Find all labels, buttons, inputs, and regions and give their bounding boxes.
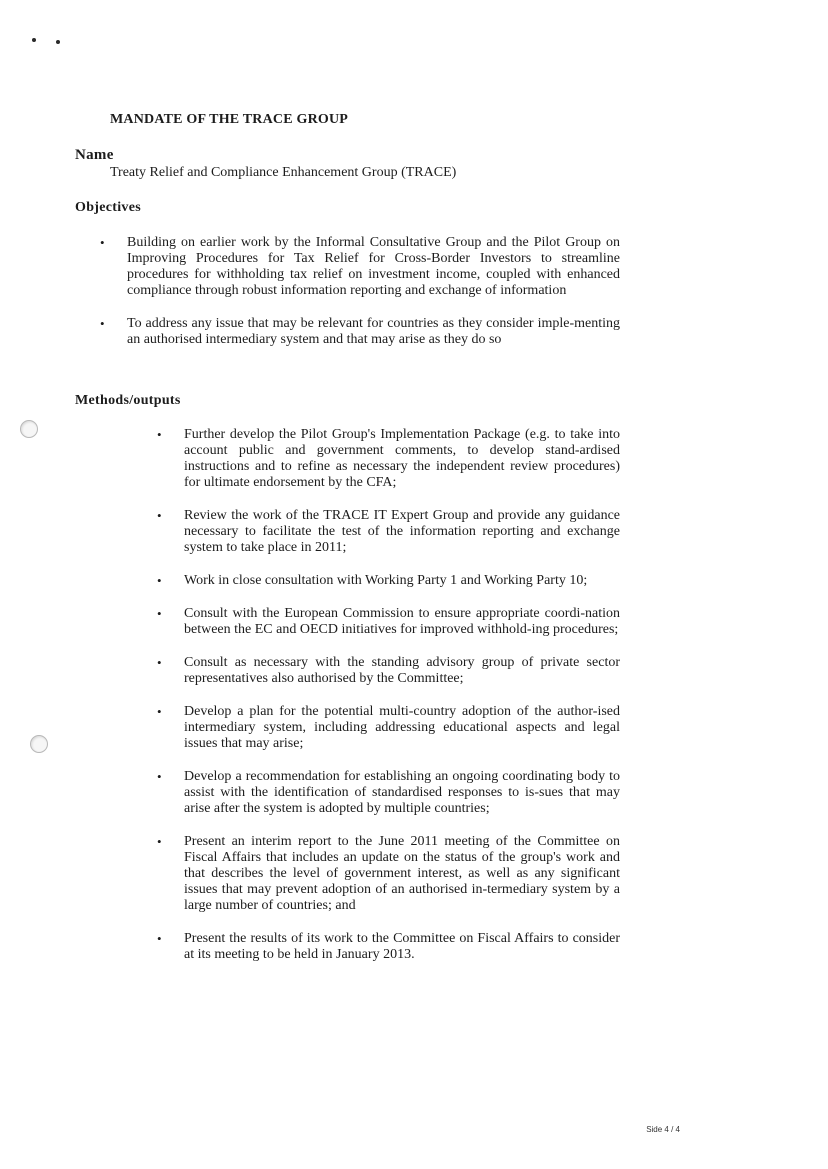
list-item-text: Review the work of the TRACE IT Expert Group and provide any guidance necessary to facilitate the test of the information reporting and exchange system to take place in 2011; <box>184 508 620 555</box>
list-item <box>100 316 620 348</box>
list-item-text: Present the results of its work to the Committee on Fiscal Affairs to consider at its meeting to be held in January 2013. <box>184 931 620 962</box>
bullet-icon: • <box>157 655 162 670</box>
list-item <box>157 606 620 638</box>
bullet-icon: • <box>157 427 162 442</box>
list-item <box>157 508 620 556</box>
bullet-icon: • <box>157 573 162 588</box>
bullet-icon: • <box>157 931 162 946</box>
bullet-icon: • <box>157 834 162 849</box>
list-item-text: Work in close consultation with Working Party 1 and Working Party 10; <box>184 573 588 588</box>
bullet-icon: • <box>157 508 162 523</box>
list-item <box>157 704 620 752</box>
list-item <box>157 655 620 687</box>
list-item-text: Consult with the European Commission to ensure appropriate coordi-nation between the EC and OECD initiatives for improved withhold-ing procedures; <box>184 606 620 637</box>
list-item <box>157 769 620 817</box>
group-name: Treaty Relief and Compliance Enhancement Group (TRACE) <box>110 165 457 180</box>
list-item-text: Building on earlier work by the Informal Consultative Group and the Pilot Group on Improving Procedures for Tax Relief for Cross-Border Investors to streamline procedures for withholding tax relief on investment income, coupled with enhanced compliance through robust information reporting and exchange of information <box>127 235 620 298</box>
list-item <box>157 573 620 589</box>
list-item <box>157 931 620 963</box>
bullet-icon: • <box>100 316 105 331</box>
list-item-text: Consult as necessary with the standing advisory group of private sector representatives also authorised by the Committee; <box>184 655 620 686</box>
bullet-icon: • <box>157 606 162 621</box>
objectives-list <box>100 235 620 365</box>
section-heading-methods: Methods/outputs <box>75 393 181 408</box>
methods-list <box>157 427 620 980</box>
list-item <box>157 834 620 914</box>
list-item <box>100 235 620 299</box>
list-item-text: To address any issue that may be relevant for countries as they consider imple-menting an authorised intermediary system and that may arise as they do so <box>127 316 620 347</box>
list-item-text: Present an interim report to the June 2011 meeting of the Committee on Fiscal Affairs that includes an update on the status of the group's work and that describes the level of government interest, as well as any significant issues that may prevent adoption of an authorised in-termediary system by a large number of countries; and <box>184 834 620 913</box>
section-heading-name: Name <box>75 147 114 163</box>
punch-hole-icon <box>20 420 38 438</box>
list-item <box>157 427 620 491</box>
list-item-text: Develop a recommendation for establishing an ongoing coordinating body to assist with the identification of standardised responses to is-sues that may arise after the system is adopted by multiple countries; <box>184 769 620 816</box>
scan-mark <box>32 38 36 42</box>
list-item-text: Further develop the Pilot Group's Implementation Package (e.g. to take into account public and government comments, to develop stand-ardised instructions and to refine as necessary the independent review procedures) for ultimate endorsement by the CFA; <box>184 427 620 490</box>
section-heading-objectives: Objectives <box>75 200 141 215</box>
bullet-icon: • <box>157 769 162 784</box>
page-number: Side 4 / 4 <box>646 1125 680 1134</box>
bullet-icon: • <box>100 235 105 250</box>
list-item-text: Develop a plan for the potential multi-country adoption of the author-ised intermediary system, including addressing educational aspects and legal issues that may arise; <box>184 704 620 751</box>
scan-mark <box>56 40 60 44</box>
punch-hole-icon <box>30 735 48 753</box>
document-title: MANDATE OF THE TRACE GROUP <box>110 112 349 127</box>
bullet-icon: • <box>157 704 162 719</box>
